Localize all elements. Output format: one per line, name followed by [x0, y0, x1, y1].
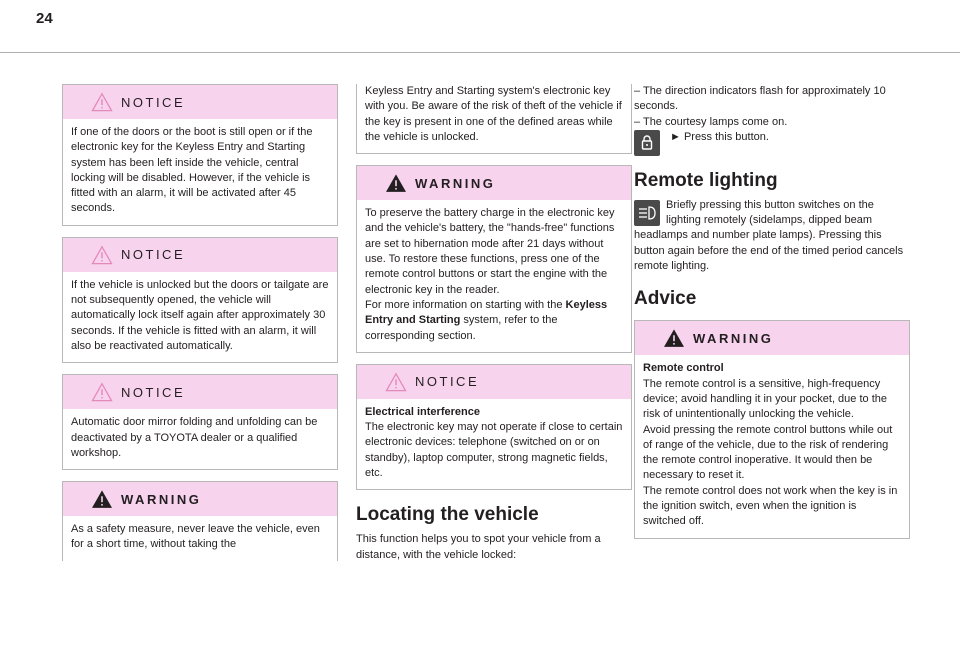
- locate-lock-icon: [634, 130, 660, 156]
- notice-triangle-icon: [91, 245, 113, 265]
- column-middle: [356, 84, 632, 563]
- notice-header: [357, 365, 631, 399]
- notice-text: If the vehicle is unlocked but the doors or tailgate are not subsequently opened, the vehicle will automatically lock itself again after approximately 30 seconds. If the vehicle is fitted with an alarm, it will also be reactivated automatically.: [71, 278, 329, 352]
- remote-lighting-paragraph: [634, 198, 910, 274]
- more-info-bold: Keyless Entry and Starting: [365, 298, 608, 327]
- more-info-suffix: system, refer to the corresponding section.: [365, 314, 558, 342]
- list-item: – The direction indicators flash for approximately 10 seconds.: [634, 85, 886, 113]
- page-number: 24: [36, 10, 53, 27]
- warning-box-take-key-continued: [356, 84, 632, 154]
- locating-text: This function helps you to spot your vehicle from a distance, with the vehicle locked:: [356, 533, 601, 561]
- more-info-prefix: For more information on starting with the: [365, 298, 566, 311]
- warning-text: As a safety measure, never leave the vehicle, even for a short time, without taking the: [71, 523, 320, 551]
- notice-header: [63, 238, 337, 272]
- notice-box-auto-relock: [62, 237, 338, 363]
- notice-box-mirror-folding: [62, 374, 338, 470]
- press-button-row: [634, 130, 910, 156]
- warning-subtitle: Remote control: [643, 362, 724, 375]
- remote-lighting-text: Briefly pressing this button switches on the lighting remotely (sidelamps, dipped beam headlamps and number plate lamps). Pressing this button again before the end of the timed period cancels remote lighting.: [634, 198, 904, 273]
- notice-title: NOTICE: [121, 384, 186, 400]
- warning-triangle-icon: [663, 328, 685, 348]
- warning-box-hibernation: [356, 165, 632, 353]
- warning-text: The remote control does not work when the key is in the ignition switch, even when the ignition is switched off.: [643, 484, 898, 528]
- warning-box-remote-control: [634, 320, 910, 538]
- notice-text: Automatic door mirror folding and unfolding can be deactivated by a TOYOTA dealer or a qualified workshop.: [71, 416, 318, 459]
- section-heading-advice: Advice: [634, 288, 697, 310]
- notice-header: [63, 85, 337, 119]
- notice-subtitle: Electrical interference: [365, 405, 480, 418]
- warning-text: To preserve the battery charge in the electronic key and the vehicle's battery, the "hands-free" functions are set to hibernation mode after 21 days without use. To restore these functions, press one of the remote control buttons or start the engine with the electronic key in the reader.: [365, 207, 615, 296]
- list-item: – The courtesy lamps come on.: [634, 115, 788, 128]
- notice-title: NOTICE: [121, 94, 186, 110]
- notice-triangle-icon: [385, 372, 407, 392]
- warning-text: Avoid pressing the remote control buttons while out of range of the vehicle, due to the risk of rendering the remote control inoperative. It would then be necessary to reset it.: [643, 423, 893, 482]
- notice-triangle-icon: [91, 92, 113, 112]
- header-rule: [0, 52, 960, 53]
- warning-triangle-icon: [91, 489, 113, 509]
- warning-header: [357, 166, 631, 200]
- warning-title: WARNING: [121, 491, 202, 507]
- notice-header: [63, 375, 337, 409]
- notice-box-unlock-disabled: [62, 84, 338, 226]
- warning-more-info: [365, 298, 623, 344]
- warning-text: The remote control is a sensitive, high-frequency device; avoid handling it in your pocket, due to the risk of unintentionally unlocking the vehicle.: [643, 377, 887, 421]
- notice-title: NOTICE: [415, 374, 480, 390]
- warning-triangle-icon: [385, 173, 407, 193]
- section-heading-remote-lighting: Remote lighting: [634, 169, 778, 191]
- warning-box-take-key: [62, 481, 338, 561]
- warning-title: WARNING: [415, 175, 496, 191]
- column-right: [634, 84, 910, 550]
- column-left: [62, 84, 338, 561]
- warning-text: Keyless Entry and Starting system's electronic key with you. Be aware of the risk of theft of the vehicle if the key is present in one of the defined areas while the vehicle is unlocked.: [365, 85, 622, 143]
- section-heading-locating: Locating the vehicle: [356, 504, 539, 526]
- warning-title: WARNING: [693, 330, 774, 346]
- notice-text: If one of the doors or the boot is still open or if the electronic key for the Keyless Entry and Starting system has been left inside the vehicle, central locking will be disabled. However, if the vehicle is fitted with an alarm, it will be activated after 45 seconds.: [71, 126, 313, 215]
- notice-title: NOTICE: [121, 247, 186, 263]
- headlamp-icon: [634, 200, 660, 226]
- notice-box-electrical-interference: [356, 364, 632, 490]
- notice-triangle-icon: [91, 382, 113, 402]
- warning-header: [635, 321, 909, 355]
- notice-text: The electronic key may not operate if close to certain electronic devices: telephone (switched on or on standby), laptop computer, strong magnetic fields, etc.: [365, 421, 623, 480]
- press-instruction: ► Press this button.: [670, 130, 769, 143]
- warning-header: [63, 482, 337, 516]
